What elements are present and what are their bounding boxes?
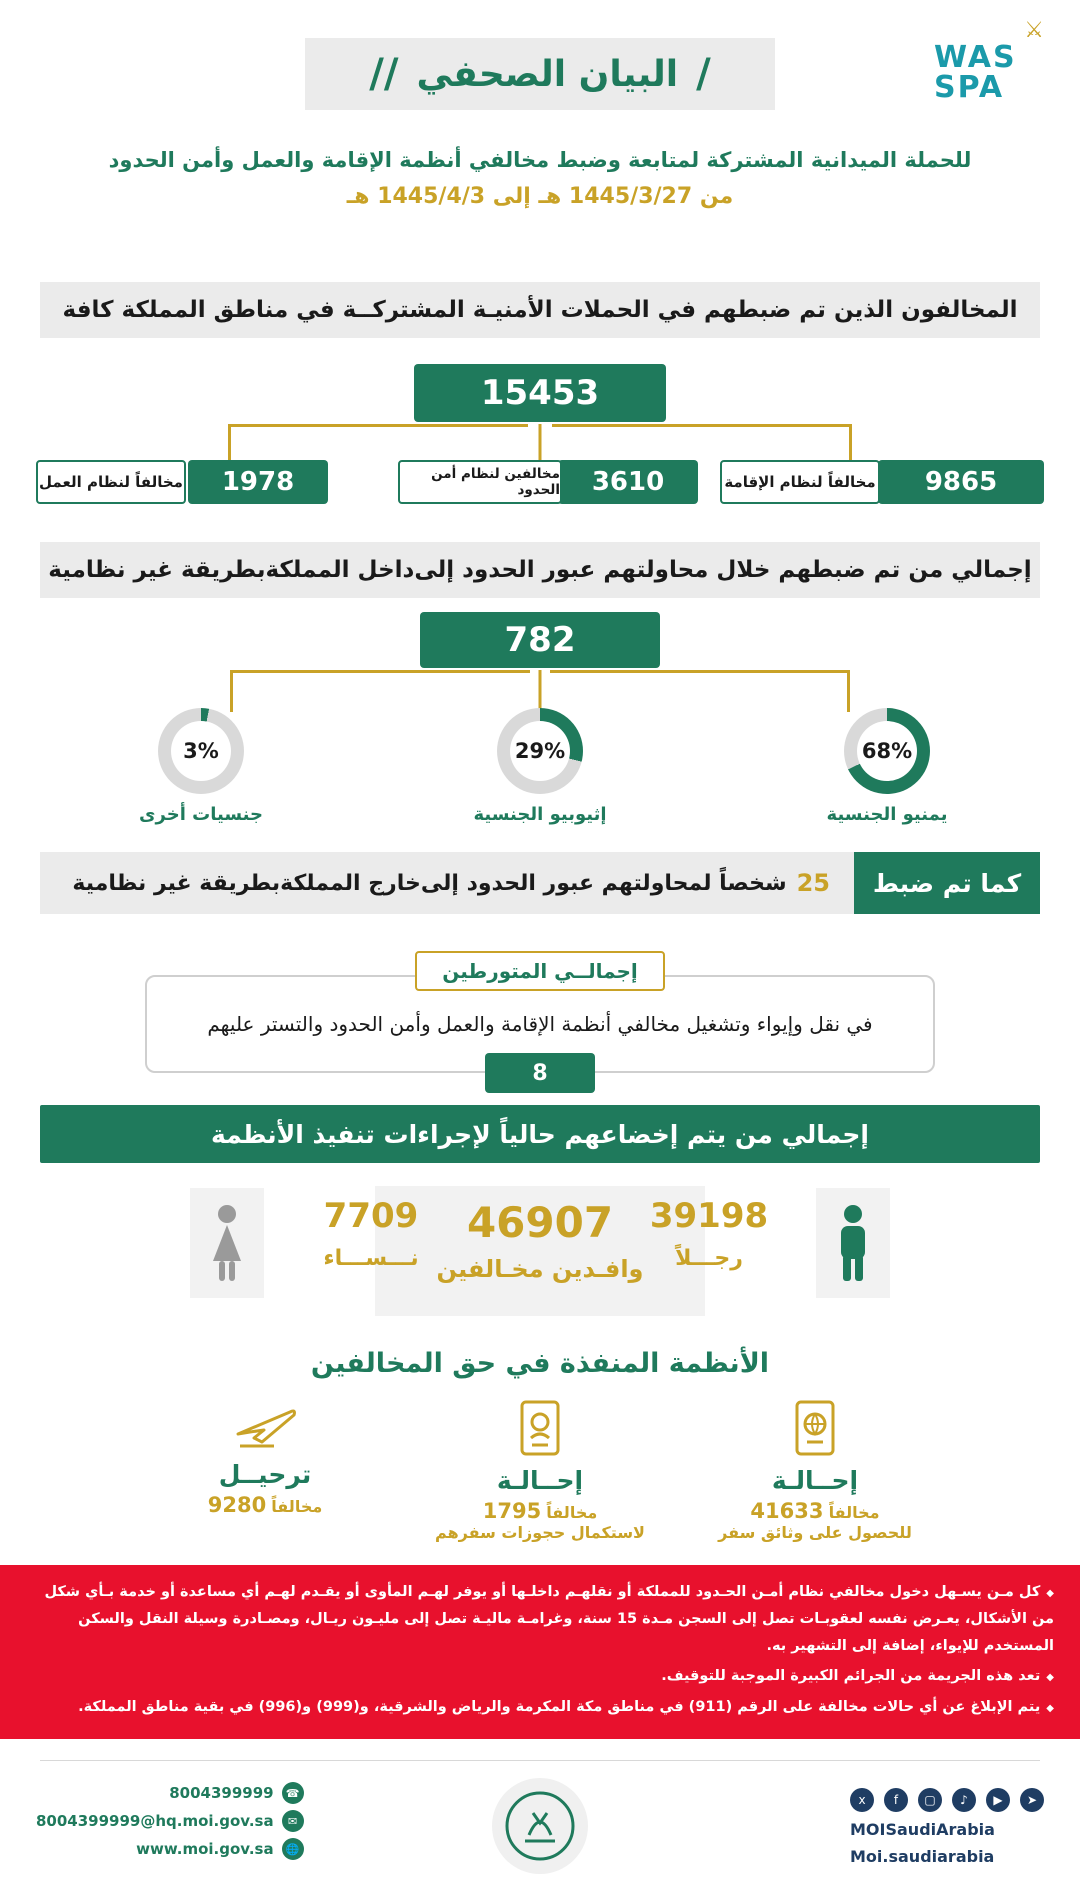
section2-heading-b: داخل المملكة	[265, 557, 415, 583]
section2-donut-2-label: جنسيات أخرى	[139, 804, 263, 825]
globe-icon: 🌐	[282, 1838, 304, 1860]
section2-total: 782	[420, 612, 660, 668]
section3-count: 25	[796, 869, 830, 897]
section6-item-1-value: 1795	[482, 1499, 542, 1523]
section1-item-2-label: مخالفاً لنظام العمل	[36, 460, 186, 504]
section6-item-0-sub: للحصول على وثائق سفر	[718, 1523, 912, 1542]
section2-donut-0-percent: 68%	[857, 721, 917, 781]
section1-total: 15453	[414, 364, 666, 422]
section2-heading-a: إجمالي من تم ضبطهم خلال محاولتهم عبور الحدود إلى	[414, 557, 1032, 583]
legal-warning-line-0: ◆ كل مـن يسـهل دخول مخالفي نظام أمـن الحـدود للمملكة أو نقلهـم داخلـها أو يوفر لهـم المأوى أو يقـدم لهـم أي مساعدة أو خدمة بـأي شكل من الأشكال، يعـرض نفسه لعقوبـات تصل إلى السجن مـدة 15 سنة، وغرامـة ماليـة تصل إلى مليـون ريـال، ومصـادرة وسيلة النقل والسكن المستخدم للإيواء، إضافة إلى التشهير به.	[26, 1579, 1054, 1659]
section6-item-0-title: إحــالـة	[771, 1466, 859, 1495]
airplane-icon	[150, 1400, 380, 1454]
title-slash-right: /	[696, 51, 711, 97]
telegram-icon[interactable]: ➤	[1020, 1788, 1044, 1812]
footer-phone[interactable]: 8004399999	[169, 1784, 274, 1802]
contact-block	[36, 1782, 304, 1866]
page-subtitle: للحملة الميدانية المشتركة لمتابعة وضبط مخالفي أنظمة الإقامة والعمل وأمن الحدود	[108, 148, 972, 172]
section5-female-label: نـــســـاء	[323, 1246, 419, 1271]
footer-email[interactable]: 8004399999@hq.moi.gov.sa	[36, 1812, 274, 1830]
section2-donut-0	[844, 708, 930, 794]
legal-warning-line-2: ◆ يتم الإبلاغ عن أي حالات مخالفة على الرقم (911) في مناطق مكة المكرمة والرياض والشرقية، و(999) و(996) في بقية مناطق المملكة.	[26, 1694, 1054, 1721]
section3-text-a: شخصاً لمحاولتهم عبور الحدود إلى	[420, 870, 787, 896]
section4-count: 8	[485, 1053, 595, 1093]
section4-title: إجمالــي المتورطين	[415, 951, 665, 991]
logo-emblem: ⚔	[1024, 18, 1044, 43]
section1-item-2-value: 1978	[188, 460, 328, 504]
section5-center-label: وافـدين مخـالفين	[436, 1255, 644, 1283]
section6-item-1-title: إحــالـة	[496, 1466, 584, 1495]
x-icon[interactable]: x	[850, 1788, 874, 1812]
section2-donut-1-percent: 29%	[510, 721, 570, 781]
date-range: من 1445/3/27 هـ إلى 1445/4/3 هـ	[346, 184, 734, 209]
instagram-icon[interactable]: ▢	[918, 1788, 942, 1812]
section6-item-2-unit: مخالفاً	[271, 1497, 323, 1516]
phone-icon: ☎	[282, 1782, 304, 1804]
section6-heading: الأنظمة المنفذة في حق المخالفين	[310, 1348, 770, 1379]
passport-globe-icon	[700, 1400, 930, 1460]
spa-logo	[934, 18, 1044, 105]
logo-bottom-text: SPA	[934, 70, 1005, 105]
section6-item-1-sub: لاستكمال حجوزات سفرهم	[435, 1523, 645, 1542]
logo-top-text: WAS	[934, 40, 1017, 75]
social-handle-2: Moi.saudiarabia	[850, 1847, 995, 1866]
section3-badge: كما تم ضبط	[854, 852, 1040, 914]
social-handle-1: MOISaudiArabia	[850, 1820, 995, 1839]
section6-item-1-unit: مخالفاً	[546, 1503, 598, 1522]
footer	[0, 1760, 1080, 1893]
social-block	[850, 1788, 1044, 1866]
section2-heading-c: بطريقة غير نظامية	[48, 557, 266, 583]
youtube-icon[interactable]: ▶	[986, 1788, 1010, 1812]
section6-item-0	[700, 1400, 930, 1542]
title-slash-left: //	[369, 51, 399, 97]
section6-item-0-unit: مخالفاً	[828, 1503, 880, 1522]
section1-item-0-value: 9865	[878, 460, 1044, 504]
envelope-icon: ✉	[282, 1810, 304, 1832]
section2-donut-1	[497, 708, 583, 794]
moi-emblem	[492, 1778, 588, 1874]
section2-donut-2	[158, 708, 244, 794]
section6-item-1	[415, 1400, 665, 1542]
section3-text-b: خارج المملكة	[280, 870, 421, 896]
section1-item-1-value: 3610	[558, 460, 698, 504]
section5-heading: إجمالي من يتم إخضاعهم حالياً لإجراءات تنفيذ الأنظمة	[40, 1105, 1040, 1163]
section3-text-c: بطريقة غير نظامية	[72, 870, 281, 896]
section6-item-2-title: ترحيــل	[218, 1460, 312, 1489]
passport-icon	[415, 1400, 665, 1460]
section1-item-1-label: مخالفين لنظام أمن الحدود	[398, 460, 562, 504]
section5-male-value: 39198	[649, 1196, 769, 1236]
section5-center-value: 46907	[466, 1198, 614, 1247]
section2-donut-2-percent: 3%	[171, 721, 231, 781]
section6-item-2	[150, 1400, 380, 1517]
footer-website[interactable]: www.moi.gov.sa	[136, 1840, 274, 1858]
female-icon	[190, 1188, 264, 1298]
male-icon	[816, 1188, 890, 1298]
legal-warning-note	[0, 1565, 1080, 1739]
section4-body: في نقل وإيواء وتشغيل مخالفي أنظمة الإقامة والعمل وأمن الحدود والتستر عليهم	[207, 1012, 873, 1036]
section6-item-2-value: 9280	[207, 1493, 267, 1517]
section5-male-label: رجـــلاً	[675, 1246, 743, 1271]
section2-donut-0-label: يمنيو الجنسية	[826, 804, 948, 825]
section1-heading: المخالفون الذين تم ضبطهم في الحملات الأمنيـة المشتركــة في مناطق المملكة كافة	[40, 282, 1040, 338]
section2-donut-1-label: إثيوبيو الجنسية	[473, 804, 607, 825]
legal-warning-line-1: ◆ تعد هذه الجريمة من الجرائم الكبيرة الموجبة للتوقيف.	[26, 1663, 1054, 1690]
section5-female-value: 7709	[323, 1196, 419, 1236]
tiktok-icon[interactable]: ♪	[952, 1788, 976, 1812]
footer-divider	[40, 1760, 1040, 1761]
section2-heading	[40, 542, 1040, 598]
section6-item-0-value: 41633	[750, 1499, 824, 1523]
section1-item-0-label: مخالفاً لنظام الإقامة	[720, 460, 880, 504]
page-title: البيان الصحفي	[416, 53, 679, 95]
facebook-icon[interactable]: f	[884, 1788, 908, 1812]
press-release-title-band	[305, 38, 775, 110]
